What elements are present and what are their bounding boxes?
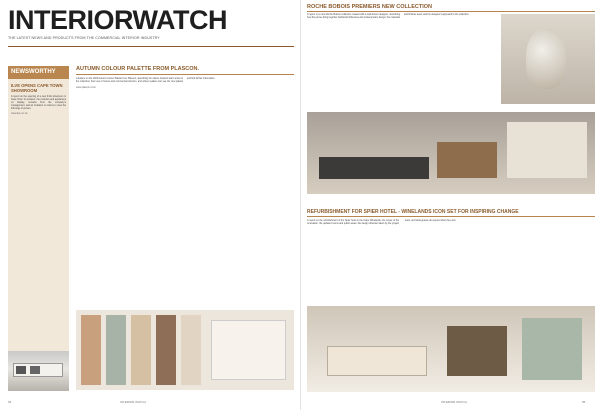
- autumn-body: A feature on the 2020 Autumn Colour Palette from Plascon, describing the nature-inspired warm tones in the collection, their use in homes and commercial interiors, and where readers can see the new palette and find further information.: [76, 78, 216, 83]
- roche-heading: ROCHE BOBOIS PREMIERS NEW COLLECTION: [307, 4, 432, 10]
- autumn-url[interactable]: www.plascon.com: [76, 85, 97, 89]
- roche-vase-photo: [501, 14, 595, 104]
- masthead: [8, 5, 294, 45]
- sidebar-heading: NEWSWORTHY: [8, 66, 69, 79]
- plascon-swatch-photo: [76, 310, 294, 390]
- right-page-number: 95: [582, 400, 586, 404]
- spier-room-photo: [307, 306, 595, 392]
- spier-heading: REFURBISHMENT FOR SPIER HOTEL - WINELANDS ICON SET FOR INSPIRING CHANGE: [307, 209, 519, 215]
- masthead-rule: [8, 46, 294, 47]
- sidebar-body: A report on the opening of a new ILVE showroom in Cape Town: its location, the products and appliances on display, remarks from the company's management, and an invitation to visitors to view the full range in person.: [11, 96, 66, 111]
- newsworthy-sidebar: [8, 66, 69, 391]
- right-footer-brand: INTERIOR WATCH: [441, 400, 467, 404]
- spier-body: A report on the refurbishment of the Spier hotel in the Cape Winelands: the scope of the renovation, the updated rooms and public areas, the design direction taken by the project team, and what guests can expect when they visit.: [307, 220, 457, 225]
- sidebar-subhead: ILVE OPENS CAPE TOWN SHOWROOM: [11, 83, 63, 94]
- autumn-rule: [76, 74, 294, 75]
- left-footer-brand: INTERIOR WATCH: [120, 400, 146, 404]
- masthead-tagline: THE LATEST NEWS AND PRODUCTS FROM THE COMMERCIAL INTERIOR INDUSTRY: [8, 36, 160, 40]
- left-page-number: 94: [8, 400, 12, 404]
- sidebar-url[interactable]: www.ilve.co.za: [11, 112, 28, 116]
- roche-rule: [307, 11, 595, 12]
- spier-rule: [307, 216, 595, 217]
- masthead-brand: INTERIORWATCH: [8, 5, 227, 35]
- autumn-article: [76, 66, 294, 89]
- right-page: [300, 0, 600, 410]
- ilve-showroom-photo: [8, 351, 69, 391]
- roche-room-photo: [307, 112, 595, 194]
- roche-body: A report on a new Roche Bobois collection created with a well-known designer, describing how the pieces bring together traditional influences and contemporary design, the materials and finishes used, and the designer's approach to the collection.: [307, 14, 470, 19]
- autumn-heading: AUTUMN COLOUR PALETTE FROM PLASCON.: [76, 66, 200, 72]
